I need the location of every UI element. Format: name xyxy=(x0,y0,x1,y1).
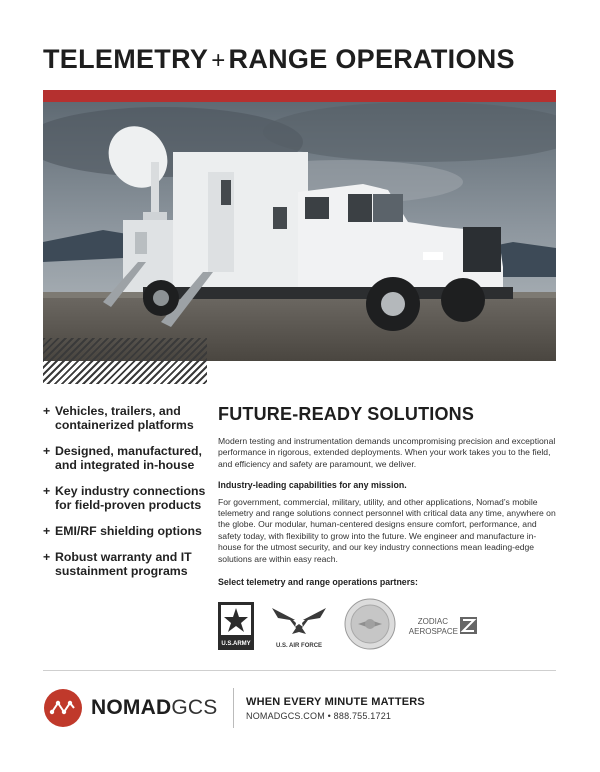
body-paragraph: For government, commercial, military, utility, and other applications, Nomad’s mobile telemetry and range solutions connect personnel with critical data any time, anywhere on the globe. Our modular, human-centered designs ensure comfort, performance, and safety today, with flexibility to grow into the future. We engineer and manufacture in-house for the utmost security, and our key industry connections mean leading-edge solutions are within easy reach. xyxy=(218,496,556,564)
brand-light: GCS xyxy=(171,696,218,719)
us-army-logo xyxy=(218,602,254,650)
intro-paragraph: Modern testing and instrumentation demands uncompromising precision and exceptional performance in rigorous, extended deployments. When your work takes you to the field, and efficiency and safety are paramount, we deliver. xyxy=(218,436,556,469)
section-heading: FUTURE-READY SOLUTIONS xyxy=(218,404,475,424)
partners-label: Select telemetry and range operations partners: xyxy=(218,577,418,588)
list-item: + Designed, manufactured, and integrated in-house xyxy=(43,444,202,472)
title-part1: TELEMETRY xyxy=(43,44,209,74)
bullet-text: Vehicles, trailers, and containerized platforms xyxy=(55,404,194,432)
page-title xyxy=(43,44,515,75)
decorative-hatch-pattern xyxy=(43,338,207,384)
partner-logos xyxy=(218,598,478,654)
capabilities-subhead: Industry-leading capabilities for any mission. xyxy=(218,480,407,491)
tagline-text: WHEN EVERY MINUTE MATTERS xyxy=(246,696,425,708)
footer-divider xyxy=(43,670,556,671)
bullet-text: Designed, manufactured, and integrated in-house xyxy=(55,444,202,472)
title-part2: RANGE OPERATIONS xyxy=(228,44,515,74)
us-air-force-logo xyxy=(268,602,330,650)
footer-vertical-divider xyxy=(233,688,234,728)
zodiac-line2: AEROSPACE xyxy=(408,627,458,636)
list-item: + Robust warranty and IT sustainment programs xyxy=(43,550,192,578)
zodiac-line1: ZODIAC xyxy=(417,617,448,626)
nomadgcs-brand xyxy=(43,688,217,728)
list-item: + EMI/RF shielding options xyxy=(43,524,202,538)
feature-bullet-list xyxy=(43,404,213,590)
header-red-bar xyxy=(43,90,556,102)
title-plus: + xyxy=(211,47,226,74)
hero-photo-telemetry-truck xyxy=(43,102,556,361)
zodiac-aerospace-logo xyxy=(404,614,478,638)
airforce-logo-text: U.S. AIR FORCE xyxy=(275,643,323,649)
brand-bold: NOMAD xyxy=(91,696,172,719)
bullet-text: EMI/RF shielding options xyxy=(55,524,202,538)
brand-wordmark xyxy=(91,696,217,720)
list-item: + Key industry connections for field-proven products xyxy=(43,484,206,512)
agency-seal-logo xyxy=(344,598,396,650)
bullet-text: Robust warranty and IT sustainment programs xyxy=(55,550,192,578)
footer-tagline xyxy=(246,696,425,721)
list-item: + Vehicles, trailers, and containerized platforms xyxy=(43,404,194,432)
nomadgcs-logo-icon xyxy=(43,688,83,728)
main-content xyxy=(218,404,558,588)
army-logo-text: U.S.ARMY xyxy=(221,641,251,647)
bullet-text: Key industry connections for field-proven products xyxy=(55,484,206,512)
contact-info: NOMADGCS.COM • 888.755.1721 xyxy=(246,711,392,721)
